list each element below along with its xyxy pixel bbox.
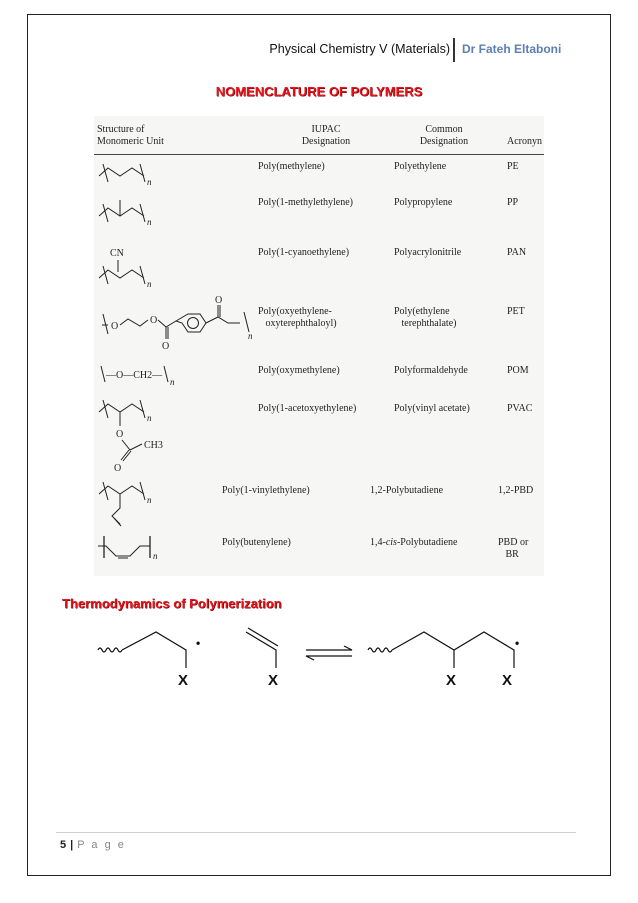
structure-o-label: O bbox=[215, 295, 223, 306]
structure-n-label: n bbox=[147, 279, 152, 289]
substituent-x-3: X bbox=[446, 672, 457, 689]
radical-dot-left: • bbox=[196, 636, 201, 650]
structure-pan bbox=[94, 234, 164, 290]
row-6-common: Poly(vinyl acetate) bbox=[394, 403, 470, 414]
row-7-common: 1,2-Polybutadiene bbox=[370, 485, 444, 496]
row-4-iupac: Poly(oxyethylene- oxyterephthaloyl) bbox=[258, 306, 337, 329]
page-label: P a g e bbox=[77, 839, 126, 851]
forward-arrow bbox=[306, 646, 352, 650]
structure-n-label: n bbox=[147, 217, 152, 227]
header-acronym: Acronyn bbox=[507, 136, 542, 147]
reverse-arrow bbox=[306, 656, 352, 660]
structure-n-label: n bbox=[147, 177, 152, 187]
row-3-iupac: Poly(1-cyanoethylene) bbox=[258, 247, 350, 258]
structure-o-label: O bbox=[162, 341, 170, 352]
header-structure bbox=[97, 124, 164, 148]
nomenclature-table bbox=[94, 116, 544, 576]
wavy-chain-left bbox=[98, 648, 122, 652]
header-iupac-text: IUPAC Designation bbox=[301, 124, 351, 147]
structure-pom-label: —O—CH2— bbox=[106, 370, 163, 381]
row-4-acronym: PET bbox=[507, 306, 525, 317]
header-divider bbox=[453, 38, 455, 62]
structure-n-label: n bbox=[170, 377, 175, 387]
structure-pp bbox=[94, 194, 164, 228]
row-5-acronym: POM bbox=[507, 365, 529, 376]
structure-pet bbox=[94, 292, 256, 354]
structure-12pbd bbox=[94, 480, 164, 534]
row-4-common: Poly(ethylene terephthalate) bbox=[394, 306, 457, 329]
structure-ch3-label: CH3 bbox=[144, 440, 163, 451]
structure-pvac bbox=[94, 398, 184, 476]
row-1-acronym: PE bbox=[507, 161, 519, 172]
row-8-iupac: Poly(butenylene) bbox=[222, 537, 291, 548]
polymerization-scheme bbox=[0, 620, 638, 700]
row-6-acronym: PVAC bbox=[507, 403, 533, 414]
wavy-chain-right bbox=[368, 648, 392, 652]
row-3-acronym: PAN bbox=[507, 247, 527, 258]
row-5-common: Polyformaldehyde bbox=[394, 365, 468, 376]
substituent-x-1: X bbox=[178, 672, 189, 689]
row-6-iupac: Poly(1-acetoxyethylene) bbox=[258, 403, 357, 414]
structure-pe bbox=[94, 158, 164, 188]
structure-n-label: n bbox=[147, 495, 152, 505]
header-iupac bbox=[276, 124, 376, 148]
header-course-title: Physical Chemistry V (Materials) bbox=[269, 42, 450, 56]
row-2-common: Polypropylene bbox=[394, 197, 453, 208]
structure-o-label: O bbox=[150, 315, 158, 326]
structure-pbd bbox=[94, 532, 174, 566]
substituent-x-2: X bbox=[268, 672, 279, 689]
row-1-common: Polyethylene bbox=[394, 161, 447, 172]
structure-pom bbox=[94, 360, 184, 388]
header-structure-line1: Structure of Monomeric Unit bbox=[97, 124, 164, 147]
page-footer: 5 | P a g e bbox=[60, 839, 126, 851]
page-number: 5 bbox=[60, 839, 67, 851]
header-common-text: Common Designation bbox=[419, 124, 469, 147]
row-2-acronym: PP bbox=[507, 197, 519, 208]
row-3-common: Polyacrylonitrile bbox=[394, 247, 462, 258]
substituent-x-4: X bbox=[502, 672, 513, 689]
nomenclature-title: NOMENCLATURE OF POLYMERS bbox=[215, 84, 423, 99]
scheme-drawing bbox=[0, 620, 638, 700]
footer-rule bbox=[56, 832, 576, 833]
structure-o-label: O bbox=[114, 463, 122, 474]
structure-n-label: n bbox=[147, 413, 152, 423]
structure-o-label: O bbox=[116, 429, 124, 440]
row-8-common: 1,4-cis-Polybutadiene bbox=[370, 537, 458, 548]
row-7-iupac: Poly(1-vinylethylene) bbox=[222, 485, 310, 496]
header-rule bbox=[94, 154, 544, 155]
structure-o-label: O bbox=[111, 321, 119, 332]
structure-n-label: n bbox=[153, 551, 158, 561]
row-2-iupac: Poly(1-methylethylene) bbox=[258, 197, 353, 208]
row-1-iupac: Poly(methylene) bbox=[258, 161, 325, 172]
header-common bbox=[394, 124, 494, 148]
structure-cn-label: CN bbox=[110, 248, 124, 259]
header-author: Dr Fateh Eltaboni bbox=[462, 42, 562, 56]
structure-n-label: n bbox=[248, 331, 253, 341]
thermodynamics-title: Thermodynamics of Polymerization bbox=[62, 596, 282, 611]
row-5-iupac: Poly(oxymethylene) bbox=[258, 365, 340, 376]
row-8-acronym: PBD or BR bbox=[498, 537, 529, 560]
page-header bbox=[0, 38, 638, 64]
radical-dot-right: • bbox=[515, 636, 520, 650]
row-7-acronym: 1,2-PBD bbox=[498, 485, 534, 496]
